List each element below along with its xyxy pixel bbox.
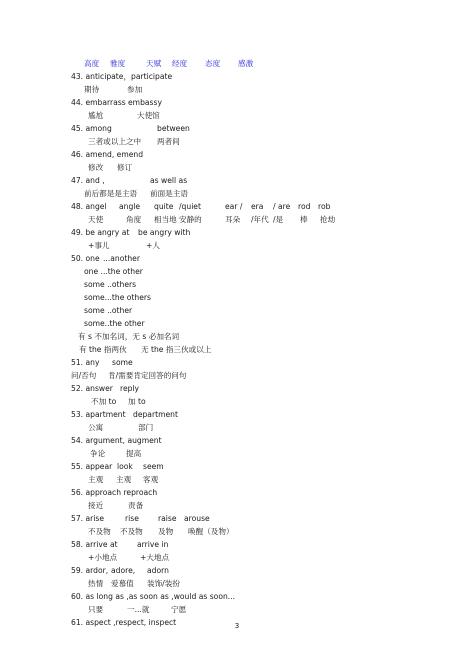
vocab-segment: 客观: [143, 475, 159, 484]
vocab-segment: 大使馆: [137, 111, 160, 120]
vocab-segment: +事儿: [88, 241, 110, 250]
vocab-segment: +人: [146, 241, 160, 250]
vocab-segment: 51. any: [71, 358, 100, 367]
vocab-segment: 只要: [88, 605, 104, 614]
vocab-segment: 责备: [128, 501, 144, 510]
vocab-segment: 主观: [116, 475, 132, 484]
vocab-segment: era: [251, 202, 264, 211]
vocab-segment: 一...就: [127, 605, 150, 614]
vocab-segment: quite: [154, 202, 174, 211]
vocab-segment: between: [157, 124, 190, 133]
page-number: 3: [234, 622, 240, 630]
vocab-segment: adorn: [147, 566, 169, 575]
vocab-segment: some...the others: [84, 293, 151, 302]
vocab-segment: department: [133, 410, 178, 419]
vocab-segment: 56. approach reproach: [71, 488, 158, 497]
vocab-segment: 爱慕值: [111, 579, 134, 588]
vocab-segment: 前面是主语: [150, 189, 188, 198]
vocab-segment: 45. among: [71, 124, 112, 133]
vocab-segment: 44. embarrass: [71, 98, 126, 107]
vocab-segment: 不及物: [88, 527, 111, 536]
vocab-segment: 59. ardor,: [71, 566, 109, 575]
vocab-segment: 公寓: [88, 423, 104, 432]
vocab-segment: +大地点: [140, 553, 170, 562]
vocab-segment: 58. arrive at: [71, 540, 118, 549]
vocab-segment: 无 the 指三伙或以上: [141, 345, 212, 354]
vocab-segment: 热情: [88, 579, 104, 588]
vocab-segment: one ...the other: [84, 267, 143, 276]
vocab-segment: 三者或以上之中: [88, 137, 142, 146]
top-word: 高度: [84, 59, 100, 68]
vocab-segment: 角度: [126, 215, 142, 224]
vocab-segment: /是: [273, 215, 284, 224]
vocab-segment: 50. one: [71, 254, 100, 263]
vocab-segment: +小地点: [88, 553, 118, 562]
vocab-segment: 两者间: [157, 137, 180, 146]
vocab-segment: 安静的: [179, 215, 202, 224]
vocab-segment: 46. amend, emend: [71, 150, 144, 159]
vocab-segment: 47. and ,: [71, 176, 105, 185]
vocab-segment: rod: [298, 202, 311, 211]
vocab-segment: rob: [318, 202, 331, 211]
vocab-segment: 54. argument, augment: [71, 436, 162, 445]
vocab-segment: rise: [125, 514, 139, 523]
vocab-segment: reply: [120, 384, 140, 393]
vocab-segment: 争论: [90, 449, 106, 458]
vocab-segment: adore,: [111, 566, 136, 575]
vocab-segment: 期待: [84, 85, 100, 94]
vocab-segment: 唤醒（及物）: [188, 527, 234, 536]
vocab-segment: 60. as long as ,as soon as ,would as soon...: [71, 592, 236, 601]
vocab-segment: seem: [143, 462, 164, 471]
vocab-segment: some ..others: [84, 280, 137, 289]
vocab-segment: be angry with: [138, 228, 191, 237]
vocab-segment: angle: [119, 202, 141, 211]
vocab-segment: 装饰/装扮: [147, 579, 180, 588]
vocab-segment: 相当地: [154, 215, 177, 224]
top-word: 天赋: [146, 59, 162, 68]
vocab-segment: some ..other: [84, 306, 133, 315]
vocab-segment: arrive in: [137, 540, 169, 549]
vocab-segment: 部门: [138, 423, 154, 432]
vocab-segment: /年代: [251, 215, 269, 224]
vocab-segment: 修改: [88, 163, 104, 172]
vocab-segment: 抢劫: [320, 215, 336, 224]
vocab-segment: as well as: [150, 176, 188, 185]
vocab-segment: 宁愿: [171, 605, 187, 614]
vocab-segment: 有 the 指两伙: [79, 345, 127, 354]
vocab-segment: 55. appear: [71, 462, 113, 471]
vocab-segment: /quiet: [179, 202, 201, 211]
vocab-segment: ear /: [225, 202, 243, 211]
vocab-segment: 提高: [126, 449, 142, 458]
vocab-segment: 43. anticipate，participate: [71, 72, 173, 81]
vocab-segment: 参加: [127, 85, 143, 94]
vocab-segment: 不加 to: [91, 397, 117, 406]
vocab-segment: arouse: [184, 514, 210, 523]
vocab-segment: 天使: [88, 215, 104, 224]
vocab-segment: 主观: [88, 475, 104, 484]
vocab-segment: 57. arise: [71, 514, 105, 523]
top-word: 雅度: [110, 59, 126, 68]
vocab-segment: 前后都是是主语: [84, 189, 138, 198]
vocab-segment: 肯/需要肯定回答的问句: [108, 371, 187, 380]
vocab-segment: 52. answer: [71, 384, 113, 393]
vocab-segment: 加 to: [128, 397, 146, 406]
vocab-segment: / are: [273, 202, 291, 211]
vocab-segment: ...another: [103, 254, 140, 263]
vocab-segment: 耳朵: [225, 215, 241, 224]
vocab-segment: 接近: [88, 501, 104, 510]
top-word: 经度: [172, 59, 188, 68]
vocab-segment: some: [112, 358, 133, 367]
vocab-segment: 修订: [117, 163, 133, 172]
vocab-segment: embassy: [128, 98, 162, 107]
vocab-segment: some..the other: [84, 319, 145, 328]
vocab-segment: 棒: [300, 215, 308, 224]
vocab-segment: 有 s 不加名词，无 s 必加名词: [78, 332, 180, 341]
vocab-segment: 问/否句: [71, 371, 97, 380]
vocab-segment: 53. apartment: [71, 410, 126, 419]
vocab-segment: 49. be angry at: [71, 228, 130, 237]
vocab-segment: raise: [158, 514, 177, 523]
vocab-segment: 48. angel: [71, 202, 107, 211]
top-word: 感激: [238, 59, 254, 68]
vocab-segment: 尴尬: [88, 111, 104, 120]
vocab-segment: 61. aspect ,respect, inspect: [71, 618, 177, 627]
vocab-segment: look: [117, 462, 133, 471]
top-word: 态度: [205, 59, 221, 68]
vocab-segment: 不及物: [120, 527, 143, 536]
vocab-segment: 及物: [158, 527, 174, 536]
